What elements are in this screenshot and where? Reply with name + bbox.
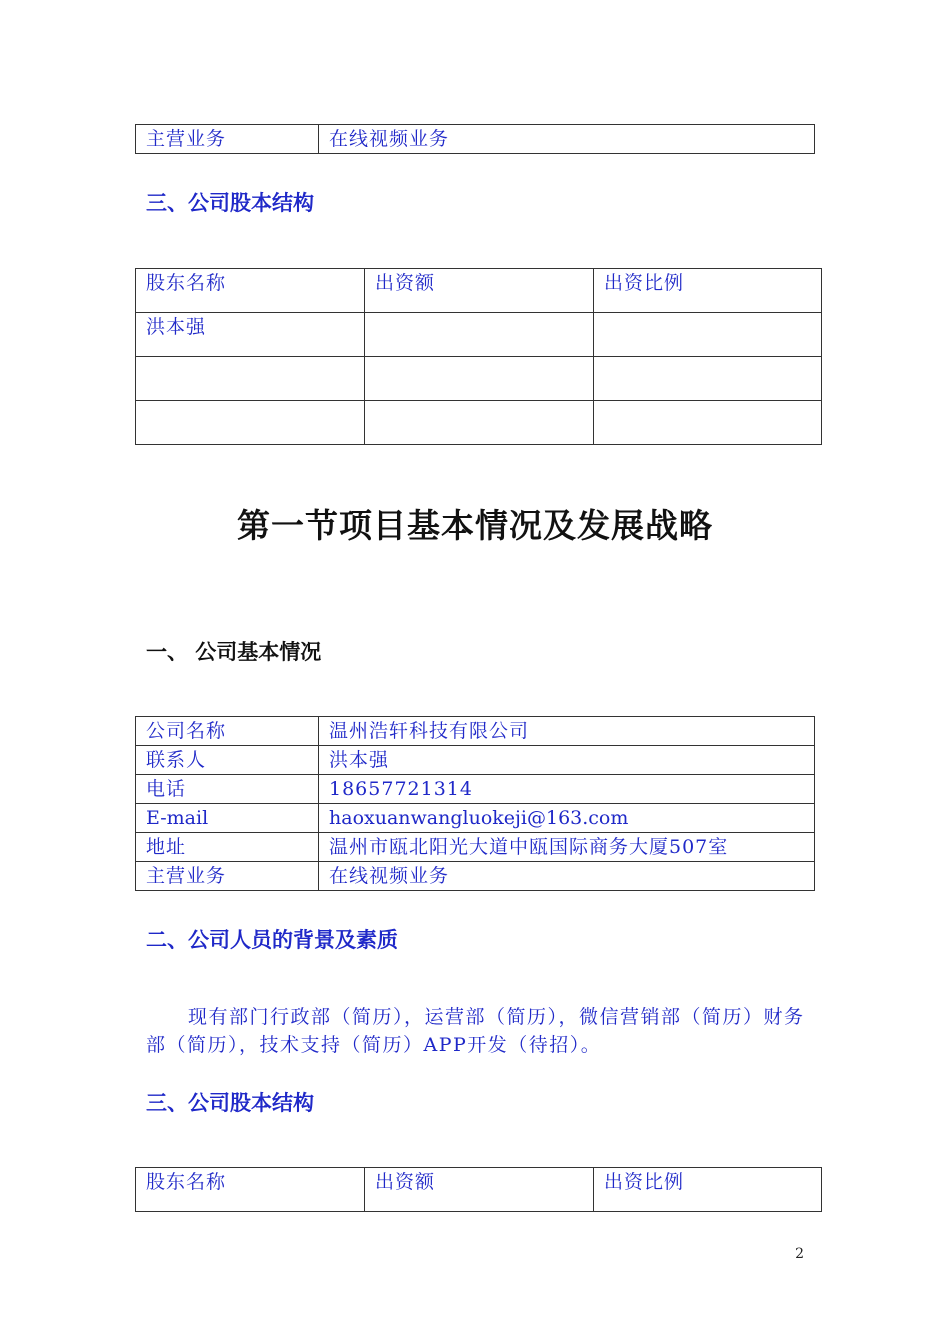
company-info-table <box>135 716 815 891</box>
row-label: 联系人 <box>136 746 319 775</box>
section-heading: 二、公司人员的背景及素质 <box>146 928 398 952</box>
section-heading: 三、公司股本结构 <box>146 191 314 215</box>
header-cell: 出资额 <box>365 1168 594 1212</box>
row-value: 在线视频业务 <box>319 125 815 154</box>
table-row <box>136 804 815 833</box>
table-row <box>136 833 815 862</box>
row-label: 主营业务 <box>136 125 319 154</box>
table-row <box>136 313 822 357</box>
table-row <box>136 746 815 775</box>
shareholder-table <box>135 268 822 445</box>
row-value: 温州市瓯北阳光大道中瓯国际商务大厦507室 <box>319 833 815 862</box>
row-value: 洪本强 <box>319 746 815 775</box>
header-cell: 出资额 <box>365 269 594 313</box>
table-row <box>136 775 815 804</box>
table-cell <box>136 357 365 401</box>
table-row <box>136 401 822 445</box>
shareholder-table <box>135 1167 822 1212</box>
section-heading: 三、公司股本结构 <box>146 1091 314 1115</box>
table-cell <box>594 357 822 401</box>
table-cell <box>365 313 594 357</box>
header-cell: 股东名称 <box>136 1168 365 1212</box>
table-row <box>136 125 815 154</box>
row-label: 电话 <box>136 775 319 804</box>
row-label: 主营业务 <box>136 862 319 891</box>
staff-paragraph: 现有部门行政部（简历），运营部（简历），微信营销部（简历）财务部（简历），技术支持（简历）APP开发（待招）。 <box>146 1006 805 1056</box>
table-cell <box>594 313 822 357</box>
row-value: 温州浩轩科技有限公司 <box>319 717 815 746</box>
table-row <box>136 717 815 746</box>
table-cell <box>136 401 365 445</box>
page-number: 2 <box>795 1246 804 1262</box>
row-label: E-mail <box>136 804 319 833</box>
table-row <box>136 862 815 891</box>
section-heading: 一、 公司基本情况 <box>146 640 322 664</box>
chapter-title: 第一节项目基本情况及发展战略 <box>237 506 713 545</box>
table-cell: 洪本强 <box>136 313 365 357</box>
row-label: 地址 <box>136 833 319 862</box>
table-cell <box>365 357 594 401</box>
table-row <box>136 357 822 401</box>
table-header-row <box>136 269 822 313</box>
top-table <box>135 124 815 154</box>
row-value: haoxuanwangluokeji@163.com <box>319 804 815 833</box>
header-cell: 出资比例 <box>594 1168 822 1212</box>
table-cell <box>594 401 822 445</box>
table-cell <box>365 401 594 445</box>
row-value: 18657721314 <box>319 775 815 804</box>
row-value: 在线视频业务 <box>319 862 815 891</box>
header-cell: 出资比例 <box>594 269 822 313</box>
table-header-row <box>136 1168 822 1212</box>
row-label: 公司名称 <box>136 717 319 746</box>
header-cell: 股东名称 <box>136 269 365 313</box>
